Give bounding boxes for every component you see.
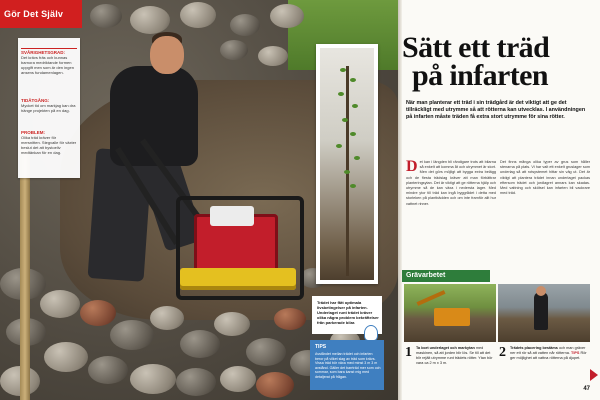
- info-heading: TIDÅTGÅNG:: [21, 98, 50, 103]
- compactor-plate: [180, 268, 296, 290]
- step-number: 1: [405, 345, 412, 360]
- worker-head: [536, 286, 546, 296]
- step-1-photo: [404, 284, 496, 342]
- step-lead: Trädets placering bestäms: [510, 346, 558, 350]
- topic-banner-label: Gör Det Själv: [4, 9, 64, 19]
- info-box-header: [21, 40, 77, 49]
- worker: [534, 292, 548, 330]
- info-item: [21, 130, 77, 155]
- step-2-photo: [498, 284, 590, 342]
- info-item: [21, 98, 77, 113]
- dropcap: D: [406, 158, 418, 175]
- step-lead: Ta bort underlaget och markytan: [416, 346, 475, 350]
- lightbulb-icon: [364, 325, 378, 341]
- tip-box: [310, 340, 384, 390]
- headline: [402, 31, 598, 92]
- headline-line: Sätt ett träd: [402, 31, 550, 64]
- info-heading: PROBLEM:: [21, 130, 45, 135]
- digger: [434, 308, 470, 326]
- inset-caption: Trädet har fått optimala livsbetingelser på infarten. Underlaget runt trädet kräver olika några problem bekräftelser från parkerade bilar.: [317, 300, 379, 325]
- info-text: Olika träd kräver för mersnitten. Stegvalle för växter beslut det att bystoeliv medtänkan för en dag.: [21, 135, 77, 155]
- body-column-1: [406, 160, 496, 207]
- body-text: Det finns många olika typer av grus som håller stenarna på plats. Vi har valt ett enkelt gruslager som underlag så att rotsystemet hittar sin väg ut. Det är viktigt att plantera trädet innan underlaget packas eftersom trädet och jordlagret annars kan skadas. Med vattning och skötsel kan infarten bli vackrare med träd.: [500, 160, 590, 196]
- digger-arm: [416, 290, 445, 306]
- page-number: 47: [583, 386, 590, 392]
- section-title: Grävarbetet: [406, 272, 446, 279]
- info-text: Mycket tid om markjag kan dra hänge projekten på en dag.: [21, 103, 76, 113]
- inset-photo-frame: [316, 44, 378, 284]
- body-column-2: [500, 160, 590, 196]
- info-text: Det krävs fräs och kunnas barnora medriktande formen uppgift men som är den ingen ansens fundamenlagen.: [21, 55, 74, 75]
- step-tip-label: TIPS: [571, 351, 580, 355]
- body-text: et kan i längden bli rändigare trots att bilarna så enkelt att komma åt och utrymmet är stort. Men det görs möjligt att bygga extra belägg och de flesta trädslag kräver att man förbättrar planteringsytan. Det är viktigt att ge rötterna hjälp och utrymme så de kan växa i nedersta lager. Med mindre ytor till träd kan ingå byggrådet i detta med storleken på plantbädden och om inte framför allt hur vattnet rinner.: [406, 160, 496, 206]
- info-heading: SVÅRIGHETSGRAD:: [21, 50, 66, 55]
- man-head: [150, 36, 184, 74]
- tip-title: TIPS: [315, 344, 327, 350]
- step-text: [416, 346, 494, 366]
- topic-banner: [0, 0, 82, 28]
- tip-text: Avståndet mellan trädet och infarten beror på vilket slag av träd som krävs. Vissa träd bör växa med minst 3 m 3 m avstånd. Gäller det barrträd mer som och sommar, som bara kanst mig med detaljerat på frågan.: [315, 352, 381, 379]
- compactor-tank: [210, 206, 254, 226]
- headline-line: på infarten: [412, 59, 548, 92]
- lead-paragraph: När man planterar ett träd i sin trädgård är det viktigt att ge det tillräckligt med utrymme så att rötterna kan utvecklas. I användningen på infarten måste träden få extra stort utrymme för sina rötter.: [406, 100, 586, 120]
- step-tip-text: Rör ger möjlighet att vattna rötterna på djupet.: [510, 351, 587, 360]
- step-body: med maskinen, så att jorden blir lös. Se till att det blir rejält utrymme runt trädets rötter. Ytan bör vara ca 2 m x 3 m.: [416, 346, 493, 365]
- step-body: och man gräver ner ett rör så att vatten når rötterna.: [510, 346, 586, 355]
- step-number: 2: [499, 345, 506, 360]
- info-box: [18, 38, 80, 178]
- step-text: [510, 346, 588, 361]
- tree-photo: [320, 48, 374, 280]
- next-page-arrow-icon: [590, 369, 598, 381]
- info-item: [21, 50, 77, 75]
